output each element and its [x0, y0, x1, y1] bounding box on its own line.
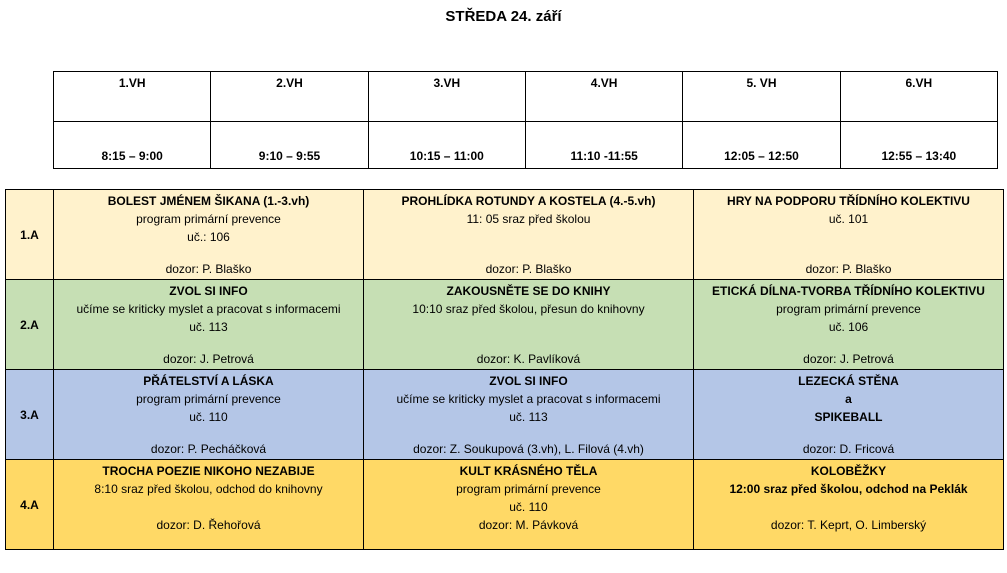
activity-title: BOLEST JMÉNEM ŠIKANA (1.-3.vh) — [107, 194, 310, 208]
period-label-row — [54, 72, 998, 122]
class-row-4a — [6, 460, 1004, 550]
period-time: 11:10 -11:55 — [525, 122, 682, 169]
activity-cell — [694, 280, 1004, 370]
supervisor: dozor: P. Blaško — [165, 262, 252, 276]
activity-room: uč. 113 — [189, 320, 228, 334]
period-label: 4.VH — [525, 72, 682, 122]
period-label: 6.VH — [840, 72, 997, 122]
supervisor: dozor: D. Řehořová — [156, 518, 261, 532]
activity-detail: 12:00 sraz před školou, odchod na Peklák — [729, 482, 968, 496]
activity-detail: program primární prevence — [776, 302, 921, 316]
period-time: 9:10 – 9:55 — [211, 122, 368, 169]
activity-title: ZAKOUSNĚTE SE DO KNIHY — [446, 284, 611, 298]
activity-detail: program primární prevence — [136, 212, 281, 226]
activity-detail: program primární prevence — [136, 392, 281, 406]
period-time: 8:15 – 9:00 — [54, 122, 211, 169]
activity-detail: 8:10 sraz před školou, odchod do knihovny — [94, 482, 323, 496]
supervisor: dozor: K. Pavlíková — [476, 352, 581, 366]
activity-title: PROHLÍDKA ROTUNDY A KOSTELA (4.-5.vh) — [401, 194, 656, 208]
activity-cell — [364, 460, 694, 550]
activity-room: uč. 110 — [189, 410, 228, 424]
supervisor: dozor: T. Keprt, O. Limberský — [770, 518, 927, 532]
activity-room: uč.: 106 — [187, 230, 230, 244]
period-label: 1.VH — [54, 72, 211, 122]
supervisor: dozor: P. Blaško — [805, 262, 892, 276]
activity-room: uč. 113 — [509, 410, 548, 424]
activity-cell — [364, 190, 694, 280]
activity-cell — [694, 190, 1004, 280]
page-title: STŘEDA 24. září — [445, 8, 562, 25]
class-label: 4.A — [6, 460, 54, 550]
activity-cell — [694, 460, 1004, 550]
activity-title: LEZECKÁ STĚNA — [798, 374, 899, 388]
activity-cell — [54, 280, 364, 370]
activity-room: uč. 106 — [828, 320, 869, 334]
supervisor: dozor: Z. Soukupová (3.vh), L. Filová (4.vh) — [413, 442, 644, 456]
activity-detail: 11: 05 sraz před školou — [466, 212, 591, 226]
activity-room: uč. 101 — [828, 212, 869, 226]
activity-detail: učíme se kriticky myslet a pracovat s informacemi — [76, 302, 341, 316]
activity-title: PŘÁTELSTVÍ A LÁSKA — [143, 374, 274, 388]
supervisor: dozor: M. Pávková — [478, 518, 579, 532]
period-time-row — [54, 122, 998, 169]
class-label: 2.A — [6, 280, 54, 370]
class-label: 1.A — [6, 190, 54, 280]
period-time: 12:55 – 13:40 — [840, 122, 997, 169]
period-label: 5. VH — [683, 72, 840, 122]
activity-title: KOLOBĚŽKY — [810, 464, 887, 478]
class-row-2a — [6, 280, 1004, 370]
activity-title: KULT KRÁSNÉHO TĚLA — [459, 464, 598, 478]
period-label: 3.VH — [368, 72, 525, 122]
activity-detail: program primární prevence — [456, 482, 601, 496]
activity-title-2: SPIKEBALL — [814, 410, 883, 424]
activity-cell — [694, 370, 1004, 460]
activity-connector: a — [845, 392, 852, 406]
class-row-1a — [6, 190, 1004, 280]
class-row-3a — [6, 370, 1004, 460]
period-table — [53, 71, 998, 169]
activity-title: HRY NA PODPORU TŘÍDNÍHO KOLEKTIVU — [727, 194, 970, 208]
activity-cell — [54, 460, 364, 550]
activity-cell — [54, 190, 364, 280]
period-time: 12:05 – 12:50 — [683, 122, 840, 169]
class-label: 3.A — [6, 370, 54, 460]
activity-cell — [364, 370, 694, 460]
period-time: 10:15 – 11:00 — [368, 122, 525, 169]
period-label: 2.VH — [211, 72, 368, 122]
activity-cell — [364, 280, 694, 370]
schedule-table — [5, 189, 1004, 550]
supervisor: dozor: P. Blaško — [485, 262, 572, 276]
activity-title: ETICKÁ DÍLNA-TVORBA TŘÍDNÍHO KOLEKTIVU — [712, 284, 985, 298]
activity-cell — [54, 370, 364, 460]
supervisor: dozor: J. Petrová — [163, 352, 254, 366]
activity-title: ZVOL SI INFO — [489, 374, 568, 388]
activity-room: uč. 110 — [509, 500, 548, 514]
activity-detail: učíme se kriticky myslet a pracovat s informacemi — [396, 392, 661, 406]
activity-title: ZVOL SI INFO — [169, 284, 248, 298]
supervisor: dozor: P. Pecháčková — [150, 442, 267, 456]
activity-title: TROCHA POEZIE NIKOHO NEZABIJE — [102, 464, 315, 478]
activity-detail: 10:10 sraz před školou, přesun do knihovny — [412, 302, 645, 316]
supervisor: dozor: D. Fricová — [802, 442, 895, 456]
supervisor: dozor: J. Petrová — [803, 352, 894, 366]
